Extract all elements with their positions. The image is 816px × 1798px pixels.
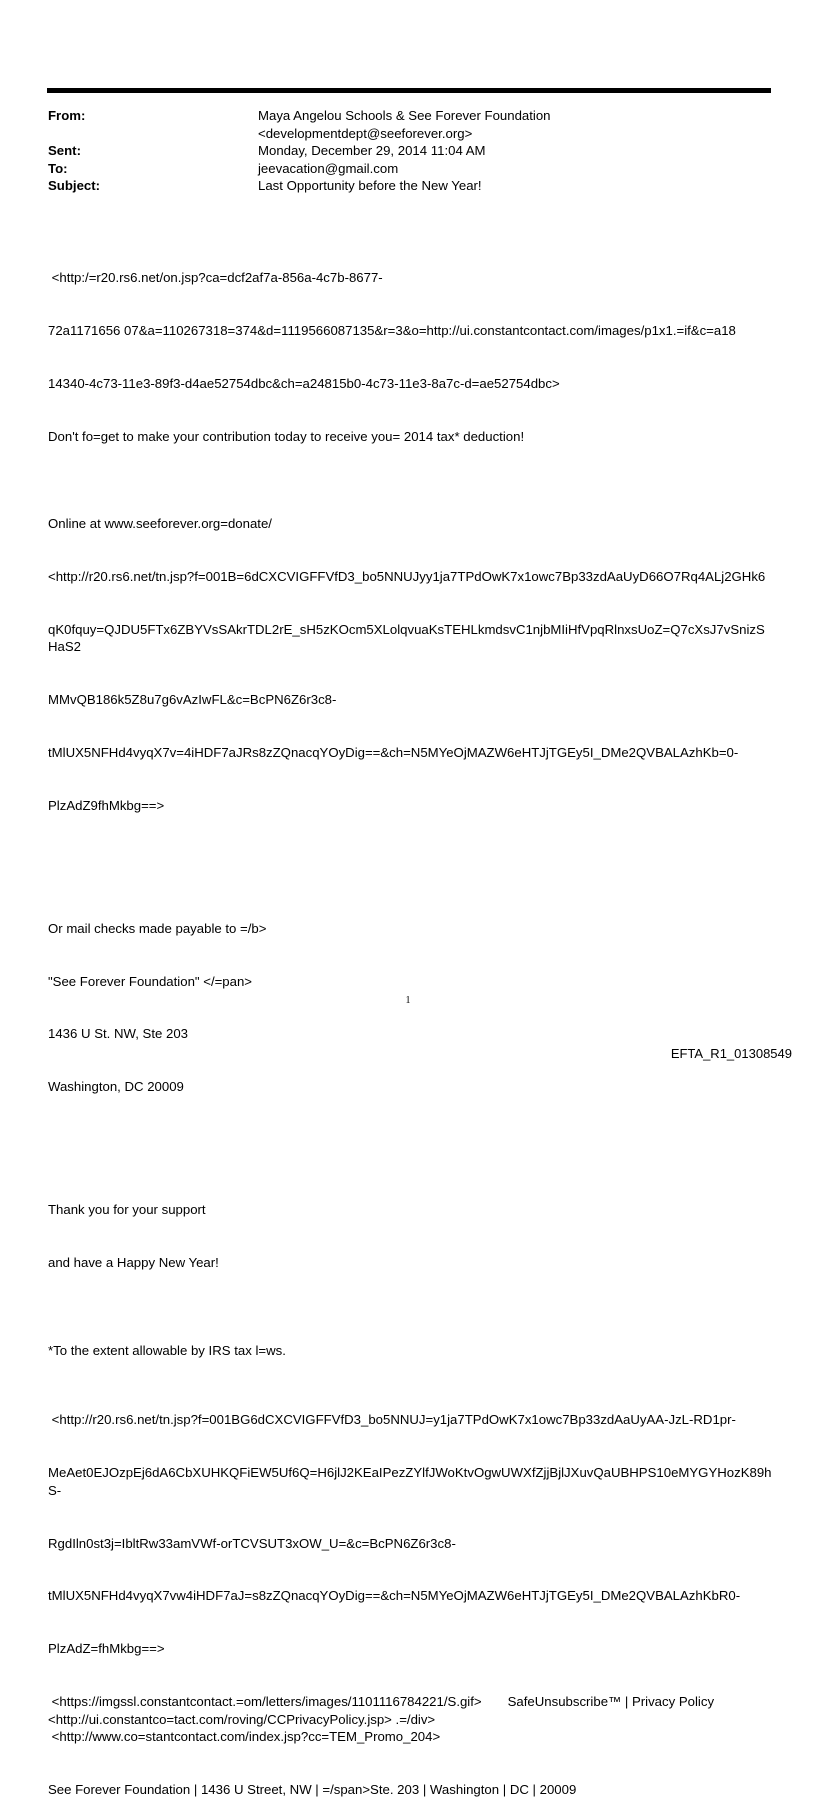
donate-line: MMvQB186k5Z8u7g6vAzIwFL&c=BcPN6Z6r3c8- xyxy=(48,692,337,708)
from-value xyxy=(258,107,768,142)
tax-footnote: *To the extent allowable by IRS tax l=ws. xyxy=(48,1342,286,1358)
donate-line: tMlUX5NFHd4vyqX7v=4iHDF7aJRs8zZQnacqYOyDig==&ch=N5MYeOjMAZW6eHTJjTGEy5I_DMe2QVBALAzhKb=0- xyxy=(48,745,739,761)
tracking-link[interactable] xyxy=(48,234,772,428)
mail-line: "See Forever Foundation" </=pan> xyxy=(48,973,253,989)
unsubscribe-row xyxy=(48,1693,772,1711)
sent-value: Monday, December 29, 2014 11:04 AM xyxy=(258,143,486,158)
sent-label: Sent: xyxy=(48,143,81,158)
subject-value: Last Opportunity before the New Year! xyxy=(258,178,482,193)
from-email: <developmentdept@seeforever.org> xyxy=(258,125,473,141)
mail-line: 1436 U St. NW, Ste 203 xyxy=(48,1026,189,1042)
donate-online[interactable] xyxy=(48,480,772,849)
sent-row xyxy=(48,142,768,160)
to-row xyxy=(48,160,768,178)
safe-unsubscribe-link[interactable]: SafeUnsubscribe™ | Privacy Policy xyxy=(507,1693,715,1709)
mail-line: Washington, DC 20009 xyxy=(48,1079,184,1095)
from-row xyxy=(48,107,768,142)
donate-line: qK0fquy=QJDU5FTx6ZBYVsSAkrTDL2rE_sH5zKOcm5XLolqvuaKsTEHLkmdsvC1njbMIiHfVpqRlnxsUoZ=Q7cXsJ7vSnizSHaS2 xyxy=(48,621,765,655)
address-footer: See Forever Foundation | 1436 U Street, NW | =/span>Ste. 203 | Washington | DC | 20009 xyxy=(48,1781,577,1797)
to-value: jeevacation@gmail.com xyxy=(258,160,399,176)
privacy-policy-link[interactable]: <http://ui.constantco=tact.com/roving/CCPrivacyPolicy.jsp> .=/div> xyxy=(48,1711,436,1727)
from-name: Maya Angelou Schools & See Forever Foundation xyxy=(258,108,551,123)
subject-row xyxy=(48,177,768,195)
footer-link-line: tMlUX5NFHd4vyqX7vw4iHDF7aJ=s8zZQnacqYOyDig==&ch=N5MYeOjMAZW6eHTJjTGEy5I_DMe2QVBALAzhKbR0- xyxy=(48,1588,741,1604)
subject-label: Subject: xyxy=(48,178,101,193)
from-label: From: xyxy=(48,108,86,123)
header-rule xyxy=(47,88,771,93)
footer-link[interactable] xyxy=(48,1376,772,1693)
donate-line: PlzAdZ9fhMkbg==> xyxy=(48,797,165,813)
footer-link-line: RgdIln0st3j=IbltRw33amVWf-orTCVSUT3xOW_U=&c=BcPN6Z6r3c8- xyxy=(48,1535,456,1551)
thanks-text xyxy=(48,1166,772,1307)
page-number: 1 xyxy=(405,995,411,1006)
footer-link-line: <http://r20.rs6.net/tn.jsp?f=001BG6dCXCVIGFFVfD3_bo5NNUJ=y1ja7TPdOwK7x1owc7Bp33zdAaUyAA-JzL-RD1pr- xyxy=(48,1412,736,1428)
reminder-text: Don't fo=get to make your contribution today to receive you= 2014 tax* deduction! xyxy=(48,428,525,444)
tracking-link-line: 14340-4c73-11e3-89f3-d4ae52754dbc&ch=a24815b0-4c73-11e3-8a7c-d=ae52754dbc> xyxy=(48,375,560,391)
to-label: To: xyxy=(48,160,68,176)
thanks-line: Thank you for your support xyxy=(48,1202,206,1218)
email-body xyxy=(48,234,772,1798)
document-stamp: EFTA_R1_01308549 xyxy=(670,1046,792,1061)
footer-link-line: PlzAdZ=fhMkbg==> xyxy=(48,1641,165,1657)
donate-line: Online at www.seeforever.org=donate/ xyxy=(48,516,272,532)
footer-link-line: MeAet0EJOzpEj6dA6CbXUHKQFiEW5Uf6Q=H6jlJ2KEaIPezZYlfJWoKtvOgwUWXfZjjBjlJXuvQaUBHPS10eMYGYHozK89hS- xyxy=(48,1465,772,1498)
tracking-link-line: <http:/=r20.rs6.net/on.jsp?ca=dcf2af7a-856a-4c7b-8677- xyxy=(48,270,383,286)
unsubscribe-image-link[interactable]: <https://imgssl.constantcontact.=om/letters/images/1101116784221/S.gif> xyxy=(48,1693,482,1709)
tracking-link-line: 72a1171656 07&a=110267318=374&d=1119566087135&r=3&o=http://ui.constantcontact.com/images/p1x1.=if&c=a18 xyxy=(48,322,736,338)
email-header xyxy=(48,107,768,195)
donate-line: <http://r20.rs6.net/tn.jsp?f=001B=6dCXCVIGFFVfD3_bo5NNUJyy1ja7TPdOwK7x1owc7Bp33zdAaUyD66O7Rq4ALj2GHk6 xyxy=(48,569,766,585)
mail-address xyxy=(48,885,772,1131)
thanks-line: and have a Happy New Year! xyxy=(48,1254,219,1270)
mail-line: Or mail checks made payable to =/b> xyxy=(48,920,267,936)
constant-contact-link[interactable]: <http://www.co=stantcontact.com/index.jsp?cc=TEM_Promo_204> xyxy=(48,1729,441,1745)
